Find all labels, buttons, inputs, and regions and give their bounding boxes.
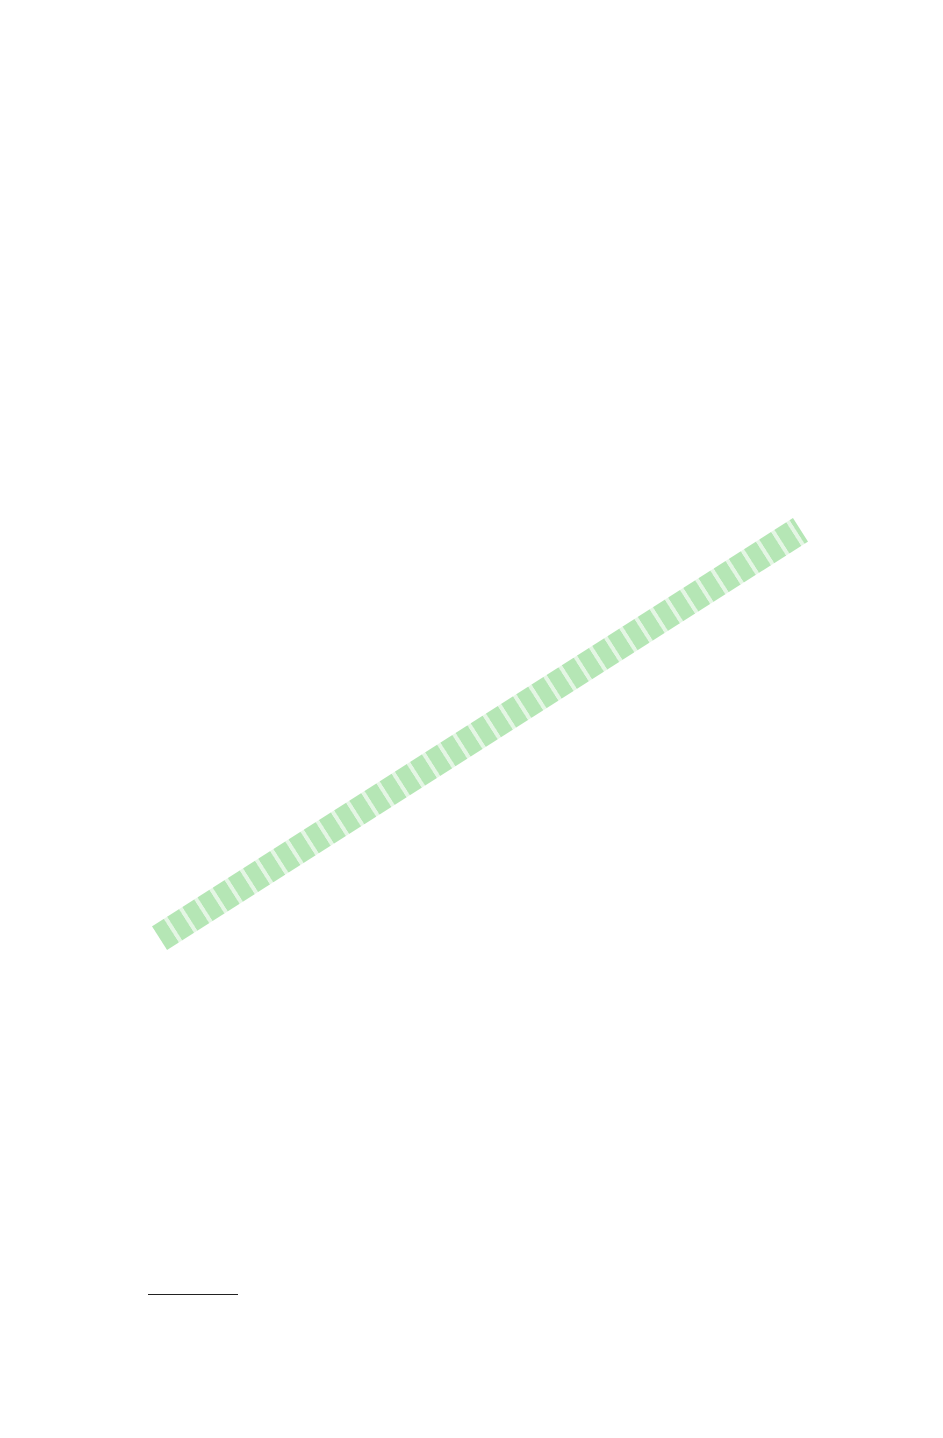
footnote-rule <box>148 1294 238 1295</box>
